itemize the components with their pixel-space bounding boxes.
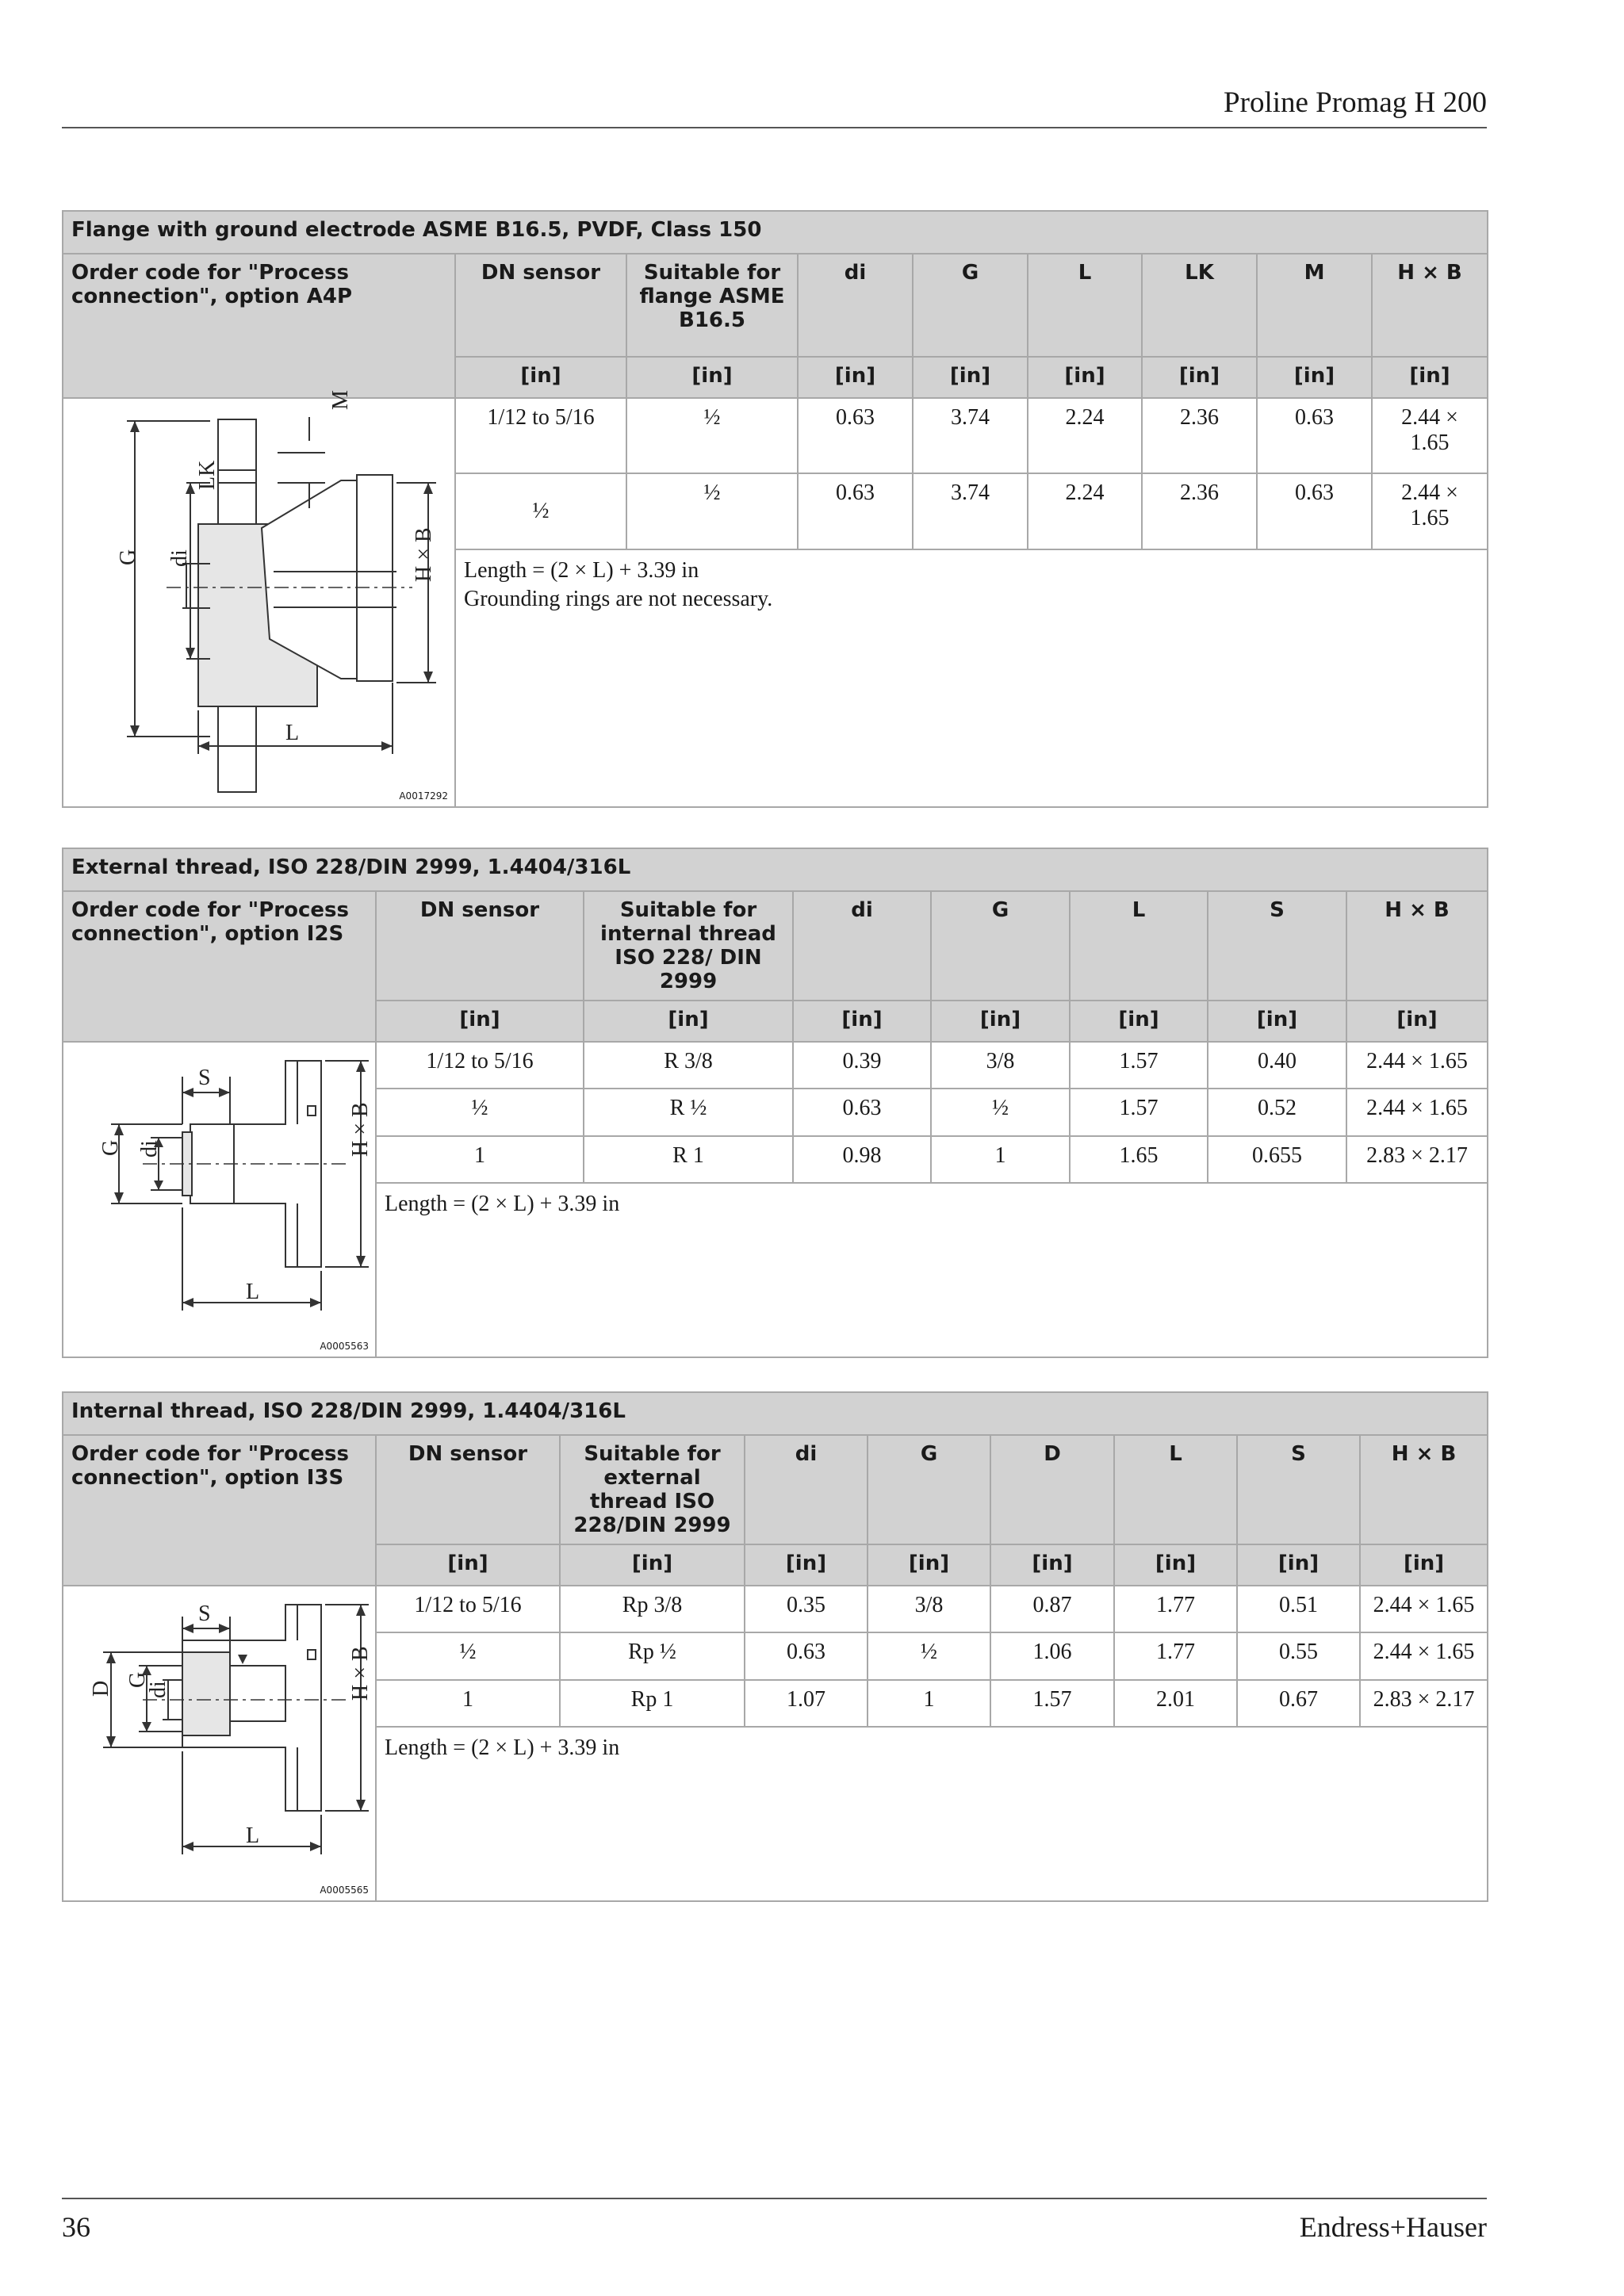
note-line: Grounding rings are not necessary. [464, 586, 773, 611]
dimension-label-hxb: H × B [348, 1646, 373, 1701]
table-cell: 1.07 [745, 1680, 868, 1727]
unit-label: [in] [584, 1001, 793, 1042]
table-cell: 1.57 [1070, 1042, 1208, 1089]
column-header: LK [1142, 254, 1257, 357]
unit-label: [in] [455, 357, 626, 398]
column-header: L [1070, 891, 1208, 1001]
table-cell: 1.77 [1114, 1586, 1237, 1632]
external-thread-drawing-svg [71, 1049, 385, 1350]
column-header: Suitable for external thread ISO 228/DIN 2999 [560, 1435, 745, 1544]
internal-thread-drawing-svg [71, 1593, 385, 1894]
table-notes [376, 1727, 1488, 1901]
column-header: G [868, 1435, 990, 1544]
page-number: 36 [62, 2211, 90, 2243]
table-cell: 0.35 [745, 1586, 868, 1632]
table-notes [455, 549, 1488, 807]
table-cell: 1.57 [990, 1680, 1114, 1727]
column-header: di [745, 1435, 868, 1544]
column-header: S [1237, 1435, 1360, 1544]
table-cell: 1 [931, 1136, 1070, 1183]
column-header: H × B [1360, 1435, 1488, 1544]
table-cell: 1.57 [1070, 1089, 1208, 1135]
figure-id: A0005563 [320, 1341, 369, 1352]
dimension-label-d: D [89, 1680, 113, 1697]
unit-label: [in] [1237, 1544, 1360, 1586]
dimension-label-di: di [167, 549, 192, 567]
column-header: Suitable for internal thread ISO 228/ DIN 2999 [584, 891, 793, 1001]
unit-label: [in] [868, 1544, 990, 1586]
dimension-label-g: G [125, 1671, 150, 1688]
table-cell: ½ [868, 1632, 990, 1679]
table-cell: 3.74 [913, 473, 1028, 549]
table-cell: 1.77 [1114, 1632, 1237, 1679]
unit-label: [in] [745, 1544, 868, 1586]
table-cell: 1 [868, 1680, 990, 1727]
note-line: Length = (2 × L) + 3.39 in [385, 1191, 620, 1216]
dimension-label-di: di [137, 1140, 162, 1158]
table-cell: Rp 3/8 [560, 1586, 745, 1632]
column-header: Suitable for flange ASME B16.5 [626, 254, 798, 357]
table-cell: 0.98 [793, 1136, 931, 1183]
table-cell: 1/12 to 5/16 [376, 1586, 560, 1632]
column-header: H × B [1372, 254, 1488, 357]
unit-label: [in] [1028, 357, 1142, 398]
table-cell: 0.40 [1208, 1042, 1346, 1089]
table-cell: 1/12 to 5/16 [376, 1042, 584, 1089]
column-header: DN sensor [455, 254, 626, 357]
table-cell: 1/12 to 5/16 [455, 398, 626, 473]
table-cell: ½ [626, 473, 798, 549]
column-header: di [798, 254, 913, 357]
table-cell: 0.63 [798, 473, 913, 549]
table-cell: 2.44 × 1.65 [1360, 1586, 1488, 1632]
table-notes [376, 1183, 1488, 1357]
table-cell: 2.44 × 1.65 [1346, 1089, 1488, 1135]
table-cell: ½ [376, 1632, 560, 1679]
unit-label: [in] [1346, 1001, 1488, 1042]
column-header: DN sensor [376, 1435, 560, 1544]
table-cell: 0.63 [798, 398, 913, 473]
page-header-title: Proline Promag H 200 [1224, 86, 1487, 119]
dimension-drawing [63, 1586, 376, 1901]
unit-label: [in] [793, 1001, 931, 1042]
dimension-label-l: L [246, 1280, 260, 1304]
dimension-label-l: L [285, 721, 300, 745]
dimension-label-g: G [116, 549, 140, 565]
column-header: L [1028, 254, 1142, 357]
table-cell: R 1 [584, 1136, 793, 1183]
table-cell: 0.55 [1237, 1632, 1360, 1679]
unit-label: [in] [913, 357, 1028, 398]
table-cell: 1.65 [1070, 1136, 1208, 1183]
table-cell: Rp ½ [560, 1632, 745, 1679]
column-header: D [990, 1435, 1114, 1544]
footer-rule [62, 2198, 1487, 2199]
table-row [63, 1586, 1488, 1632]
dimension-label-di: di [146, 1681, 170, 1698]
column-header: G [913, 254, 1028, 357]
table-cell: 2.36 [1142, 473, 1257, 549]
unit-label: [in] [1070, 1001, 1208, 1042]
table-title: Internal thread, ISO 228/DIN 2999, 1.4404/316L [63, 1392, 1488, 1435]
table-title: Flange with ground electrode ASME B16.5, PVDF, Class 150 [63, 211, 1488, 254]
column-header: H × B [1346, 891, 1488, 1001]
spec-table-external-thread-i2s [62, 848, 1488, 1358]
column-header: G [931, 891, 1070, 1001]
table-cell: ½ [626, 398, 798, 473]
unit-label: [in] [376, 1544, 560, 1586]
table-cell: 2.24 [1028, 473, 1142, 549]
table-cell: 3/8 [868, 1586, 990, 1632]
table-cell: 0.63 [745, 1632, 868, 1679]
table-cell: ½ [376, 1089, 584, 1135]
table-cell: Rp 1 [560, 1680, 745, 1727]
dimension-label-g: G [98, 1139, 123, 1156]
table-cell: 2.44 × 1.65 [1372, 398, 1488, 473]
unit-label: [in] [1360, 1544, 1488, 1586]
unit-label: [in] [1372, 357, 1488, 398]
figure-id: A0017292 [399, 790, 448, 802]
column-header: DN sensor [376, 891, 584, 1001]
column-header: Order code for "Process connection", option A4P [63, 254, 455, 398]
figure-id: A0005565 [320, 1885, 369, 1896]
note-line: Length = (2 × L) + 3.39 in [385, 1735, 620, 1760]
table-cell: 0.52 [1208, 1089, 1346, 1135]
unit-label: [in] [1142, 357, 1257, 398]
table-cell: 2.44 × 1.65 [1360, 1632, 1488, 1679]
table-cell: 3/8 [931, 1042, 1070, 1089]
flange-drawing-svg [71, 390, 464, 800]
table-title: External thread, ISO 228/DIN 2999, 1.4404/316L [63, 848, 1488, 891]
column-header: M [1257, 254, 1372, 357]
unit-label: [in] [1114, 1544, 1237, 1586]
table-cell: 3.74 [913, 398, 1028, 473]
unit-label: [in] [1257, 357, 1372, 398]
dimension-label-hxb: H × B [412, 527, 436, 582]
unit-label: [in] [798, 357, 913, 398]
unit-label: [in] [1208, 1001, 1346, 1042]
dimension-label-lk: LK [195, 460, 220, 490]
unit-label: [in] [931, 1001, 1070, 1042]
table-cell: 2.44 × 1.65 [1346, 1042, 1488, 1089]
unit-label: [in] [560, 1544, 745, 1586]
dimension-drawing [63, 1042, 376, 1357]
dimension-drawing [63, 390, 455, 807]
spec-table-internal-thread-i3s [62, 1391, 1488, 1902]
dimension-label-l: L [246, 1823, 260, 1848]
table-cell: 0.51 [1237, 1586, 1360, 1632]
column-header: Order code for "Process connection", option I2S [63, 891, 376, 1042]
table-cell: 2.83 × 2.17 [1360, 1680, 1488, 1727]
table-cell: 0.87 [990, 1586, 1114, 1632]
dimension-label-hxb: H × B [348, 1102, 373, 1157]
dimension-label-m: M [328, 390, 353, 410]
table-row [63, 398, 1488, 473]
table-cell: 1 [376, 1680, 560, 1727]
dimension-label-s: S [198, 1066, 211, 1090]
unit-label: [in] [626, 357, 798, 398]
unit-label: [in] [990, 1544, 1114, 1586]
table-cell: R ½ [584, 1089, 793, 1135]
table-cell: 1 [376, 1136, 584, 1183]
column-header: L [1114, 1435, 1237, 1544]
table-cell: 0.63 [1257, 398, 1372, 473]
dimension-label-s: S [198, 1601, 211, 1626]
table-cell: R 3/8 [584, 1042, 793, 1089]
column-header: Order code for "Process connection", option I3S [63, 1435, 376, 1586]
table-cell: 0.67 [1237, 1680, 1360, 1727]
footer-brand: Endress+Hauser [1299, 2211, 1487, 2243]
table-cell: 2.83 × 2.17 [1346, 1136, 1488, 1183]
column-header: S [1208, 891, 1346, 1001]
table-cell: 2.01 [1114, 1680, 1237, 1727]
column-header: di [793, 891, 931, 1001]
table-cell: 0.39 [793, 1042, 931, 1089]
table-cell: 0.63 [793, 1089, 931, 1135]
table-cell: 0.63 [1257, 473, 1372, 549]
spec-table-flange-a4p [62, 210, 1488, 808]
table-cell: 2.44 × 1.65 [1372, 473, 1488, 549]
table-cell: 0.655 [1208, 1136, 1346, 1183]
table-cell: 1.06 [990, 1632, 1114, 1679]
note-line: Length = (2 × L) + 3.39 in [464, 557, 699, 583]
unit-label: [in] [376, 1001, 584, 1042]
table-cell: 2.24 [1028, 398, 1142, 473]
table-cell: 2.36 [1142, 398, 1257, 473]
table-row [63, 1042, 1488, 1089]
table-cell: ½ [455, 473, 626, 549]
table-cell: ½ [931, 1089, 1070, 1135]
header-rule [62, 127, 1487, 128]
